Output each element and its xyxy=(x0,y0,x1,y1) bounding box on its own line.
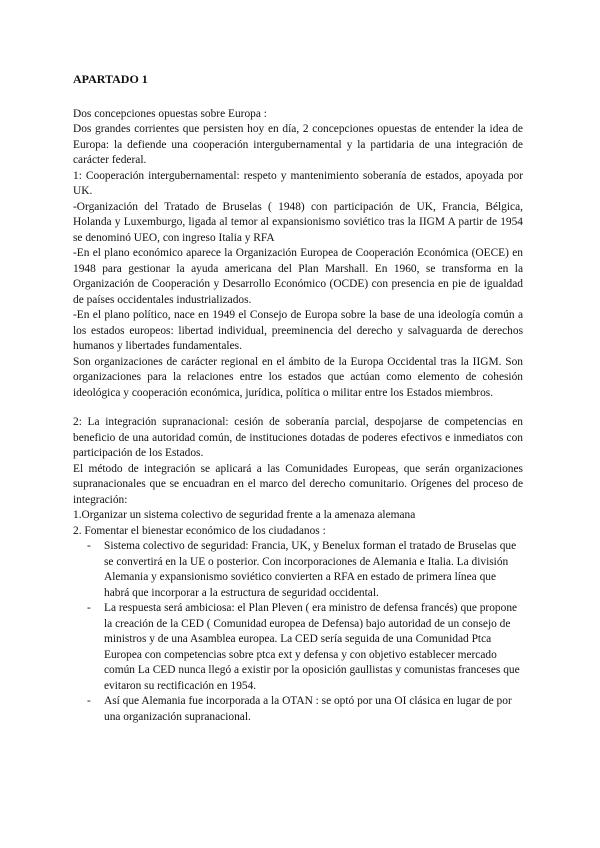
bullet-list xyxy=(73,539,523,725)
list-item: - La respuesta será ambiciosa: el Plan Pleven ( era ministro de defensa francés) que propone la creación de la CED ( Comunidad europea de Defensa) bajo autoridad de un consejo de ministros y de una Asamblea europea. La CED sería seguida de una Comunidad Ptca Europea con competencias sobre ptca ext y defensa y con objetivo establecer mercado común La CED nunca llegó a existir por la oposición gaullistas y comunistas franceses que evitaron su rectificación en 1954. xyxy=(104,601,523,694)
paragraph-intro: Dos grandes corrientes que persisten hoy en día, 2 concepciones opuestas de entender la idea de Europa: la defiende una cooperación intergubernamental y la partidaria de una integración de carácter federal. xyxy=(73,123,523,166)
blank-line xyxy=(73,401,523,415)
paragraph-cooperation: 1: Cooperación intergubernamental: respeto y mantenimiento soberanía de estados, apoyada por UK. xyxy=(73,169,523,197)
paragraph-origin-2: 2. Fomentar el bienestar económico de los ciudadanos : xyxy=(73,524,326,537)
list-item: - Sistema colectivo de seguridad: Francia, UK, y Benelux forman el tratado de Bruselas que se convertirá en la UE o posterior. Con incorporaciones de Alemania e Italia. La división Alemania y expansionismo soviético convierten a RFA en estado de primera línea que habrá que incorporar a la estructura de seguridad occidental. xyxy=(104,539,523,601)
section-heading: APARTADO 1 xyxy=(73,72,148,86)
paragraph-regional-organizations: Son organizaciones de carácter regional en el ámbito de la Europa Occidental tras la IIGM. Son organizaciones para la relaciones entre los estados que actúan como elemento de cohesión ideológica y cooperación económica, jurídica, política o militar entre los Estados miembros. xyxy=(73,355,523,399)
paragraph-brussels-treaty: -Organización del Tratado de Bruselas ( 1948) con participación de UK, Francia, Bélgica, Holanda y Luxemburgo, ligada al temor al expansionismo soviético tras la IIGM A partir de 1954 se denominó UEO, con ingreso Italia y RFA xyxy=(73,200,523,244)
paragraph-integration-method: El método de integración se aplicará a las Comunidades Europeas, que serán organizaciones supranacionales que se encuadran en el marco del derecho comunitario. Orígenes del proceso de integración: xyxy=(73,462,523,506)
document-body xyxy=(73,72,523,725)
paragraph-economic-plane: -En el plano económico aparece la Organización Europea de Cooperación Económica (OECE) en 1948 para gestionar la ayuda americana del Plan Marshall. En 1960, se transforma en la Organización de Cooperación y Desarrollo Económico (OCDE) con presencia en pie de igualdad de países occidentales industrializados. xyxy=(73,247,523,306)
paragraph-origin-1: 1.Organizar un sistema colectivo de seguridad frente a la amenaza alemana xyxy=(73,509,416,521)
paragraph-political-plane: -En el plano político, nace en 1949 el Consejo de Europa sobre la base de una ideología común a los estados europeos: libertad individual, preeminencia del derecho y salvaguarda de derechos humanos y libertades fundamentales. xyxy=(73,309,523,352)
list-item: - Así que Alemania fue incorporada a la OTAN : se optó por una OI clásica en lugar de por una organización supranacional. xyxy=(104,694,523,725)
paragraph-supranational: 2: La integración supranacional: cesión de soberanía parcial, despojarse de competencias en beneficio de una autoridad común, de instituciones dotadas de poderes efectivos e inmediatos con participación de los Estados. xyxy=(73,416,523,459)
paragraph-intro-title: Dos concepciones opuestas sobre Europa : xyxy=(73,107,267,120)
